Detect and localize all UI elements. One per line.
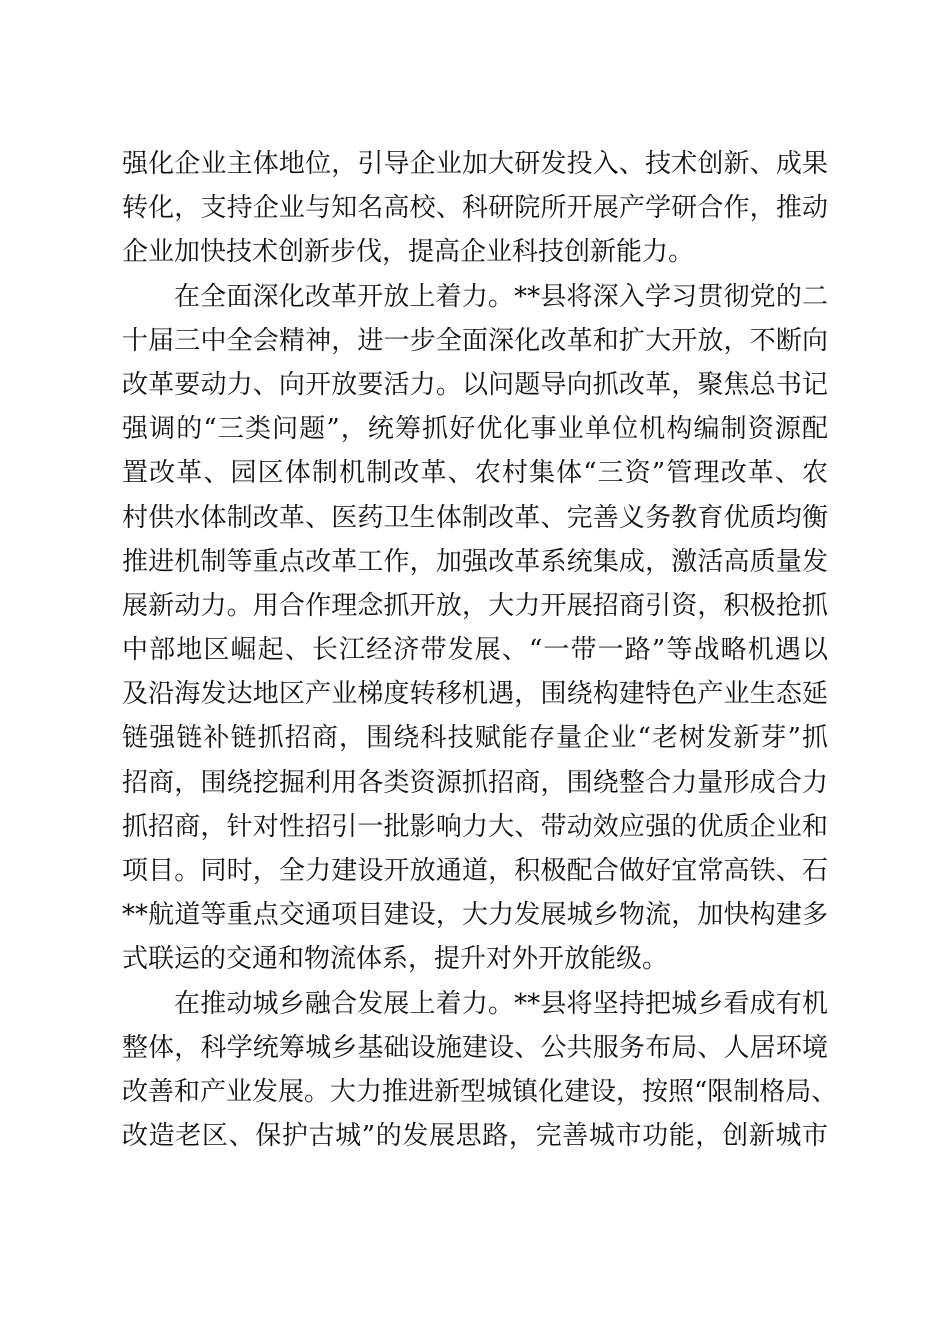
paragraph-2-line-7: 推进机制等重点改革工作，加强改革系统集成，激活高质量发 <box>122 546 828 577</box>
paragraph-2-line-16: 式联运的交通和物流体系，提升对外开放能级。 <box>122 944 669 975</box>
paragraph-2-line-14: 项目。同时，全力建设开放通道，积极配合做好宜常高铁、石 <box>122 856 828 886</box>
paragraph-3-line-1: 在推动城乡融合发展上着力。**县将坚持把城乡看成有机 <box>174 988 828 1019</box>
paragraph-1-line-2: 转化，支持企业与知名高校、科研院所开展产学研合作，推动 <box>122 193 828 224</box>
paragraph-2-line-9: 中部地区崛起、长江经济带发展、“一带一路”等战略机遇以 <box>122 635 828 666</box>
paragraph-2-line-15: **航道等重点交通项目建设，大力发展城乡物流，加快构建多 <box>122 900 828 931</box>
paragraph-2-line-12: 招商，围绕挖掘利用各类资源抓招商，围绕整合力量形成合力 <box>122 767 828 798</box>
paragraph-1-line-3: 企业加快技术创新步伐，提高企业科技创新能力。 <box>122 237 695 268</box>
paragraph-2-line-4: 强调的“三类问题”，统筹抓好优化事业单位机构编制资源配 <box>122 414 828 445</box>
paragraph-2-line-8: 展新动力。用合作理念抓开放，大力开展招商引资，积极抢抓 <box>122 590 828 621</box>
paragraph-2-line-3: 改革要动力、向开放要活力。以问题导向抓改革，聚焦总书记 <box>122 369 828 400</box>
paragraph-2-line-11: 链强链补链抓招商，围绕科技赋能存量企业“老树发新芽”抓 <box>122 723 828 754</box>
document-body <box>122 142 838 1158</box>
paragraph-2-line-1: 在全面深化改革开放上着力。**县将深入学习贯彻党的二 <box>174 281 828 312</box>
paragraph-2-line-13: 抓招商，针对性招引一批影响力大、带动效应强的优质企业和 <box>122 811 828 842</box>
paragraph-2-line-2: 十届三中全会精神，进一步全面深化改革和扩大开放，不断向 <box>122 325 828 356</box>
paragraph-2-line-10: 及沿海发达地区产业梯度转移机遇，围绕构建特色产业生态延 <box>122 679 828 710</box>
paragraph-3-line-3: 改善和产业发展。大力推进新型城镇化建设，按照“限制格局、 <box>122 1076 838 1107</box>
paragraph-1-line-1: 强化企业主体地位，引导企业加大研发投入、技术创新、成果 <box>122 149 828 179</box>
paragraph-2-line-5: 置改革、园区体制机制改革、农村集体“三资”管理改革、农 <box>122 458 828 489</box>
paragraph-2-line-6: 村供水体制改革、医药卫生体制改革、完善义务教育优质均衡 <box>122 502 828 533</box>
paragraph-3-line-4: 改造老区、保护古城”的发展思路，完善城市功能，创新城市 <box>122 1121 828 1152</box>
paragraph-3-line-2: 整体，科学统筹城乡基础设施建设、公共服务布局、人居环境 <box>122 1032 828 1063</box>
